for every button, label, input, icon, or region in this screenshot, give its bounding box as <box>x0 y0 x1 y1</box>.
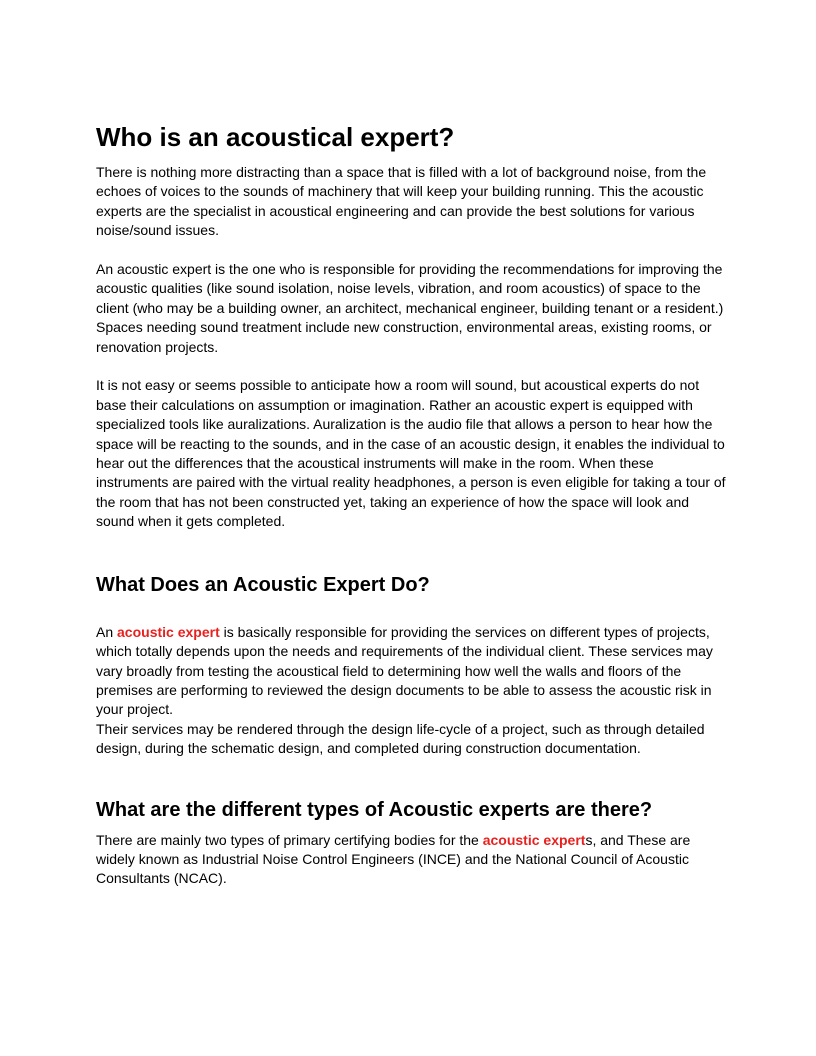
acoustic-experts-link[interactable]: acoustic expert <box>482 831 586 848</box>
paragraph-spacer <box>96 357 726 376</box>
certifying-prefix: There are mainly two types of primary certifying bodies for the <box>96 831 483 848</box>
heading-what-does-expert-do: What Does an Acoustic Expert Do? <box>96 573 430 596</box>
acoustic-expert-link[interactable]: acoustic expert <box>117 623 220 640</box>
services-suffix: is basically responsible for providing the services on different types of projects, which totally depends upon the needs and requirements of the individual client. These services may vary broadly from testing the acoustical field to determining how well the walls and floors of the premises are performing to reviewed the design documents to be able to assess the acoustic risk in your project. <box>96 623 713 718</box>
heading-who-is-acoustical-expert: Who is an acoustical expert? <box>96 122 455 152</box>
paragraph-intro: There is nothing more distracting than a space that is filled with a lot of background noise, from the echoes of voices to the sounds of machinery that will keep your building running. This the acoustic experts are the specialist in acoustical engineering and can provide the best solutions for various noise/sound issues. <box>96 164 707 239</box>
paragraph-certifying-bodies <box>96 831 726 889</box>
paragraph-responsibilities: An acoustic expert is the one who is responsible for providing the recommendations for improving the acoustic qualities (like sound isolation, noise levels, vibration, and room acoustics) of space to the client (who may be a building owner, an architect, mechanical engineer, building tenant or a resident.) Spaces needing sound treatment include new construction, environmental areas, existing rooms, or renovation projects. <box>96 261 724 355</box>
paragraph-services <box>96 623 726 720</box>
paragraph-auralization: It is not easy or seems possible to anticipate how a room will sound, but acoustical experts do not base their calculations on assumption or imagination. Rather an acoustic expert is equipped with specialized tools like auralizations. Auralization is the audio file that allows a person to hear how the space will be reacting to the sounds, and in the case of an acoustic design, it enables the individual to hear out the differences that the acoustical instruments will make in the room. When these instruments are paired with the virtual reality headphones, a person is even eligible for taking a tour of the room that has not been constructed yet, taking an experience of how the space will look and sound when it gets completed. <box>96 377 726 530</box>
certifying-suffix: s, and These are widely known as Industrial Noise Control Engineers (INCE) and the National Council of Acoustic Consultants (NCAC). <box>96 831 691 887</box>
document-body <box>96 120 726 889</box>
paragraph-life-cycle: Their services may be rendered through the design life-cycle of a project, such as through detailed design, during the schematic design, and completed during construction documentation. <box>96 720 705 757</box>
heading-types-of-experts: What are the different types of Acoustic experts are there? <box>96 798 653 821</box>
services-prefix: An <box>96 623 118 640</box>
paragraph-spacer <box>96 241 726 260</box>
